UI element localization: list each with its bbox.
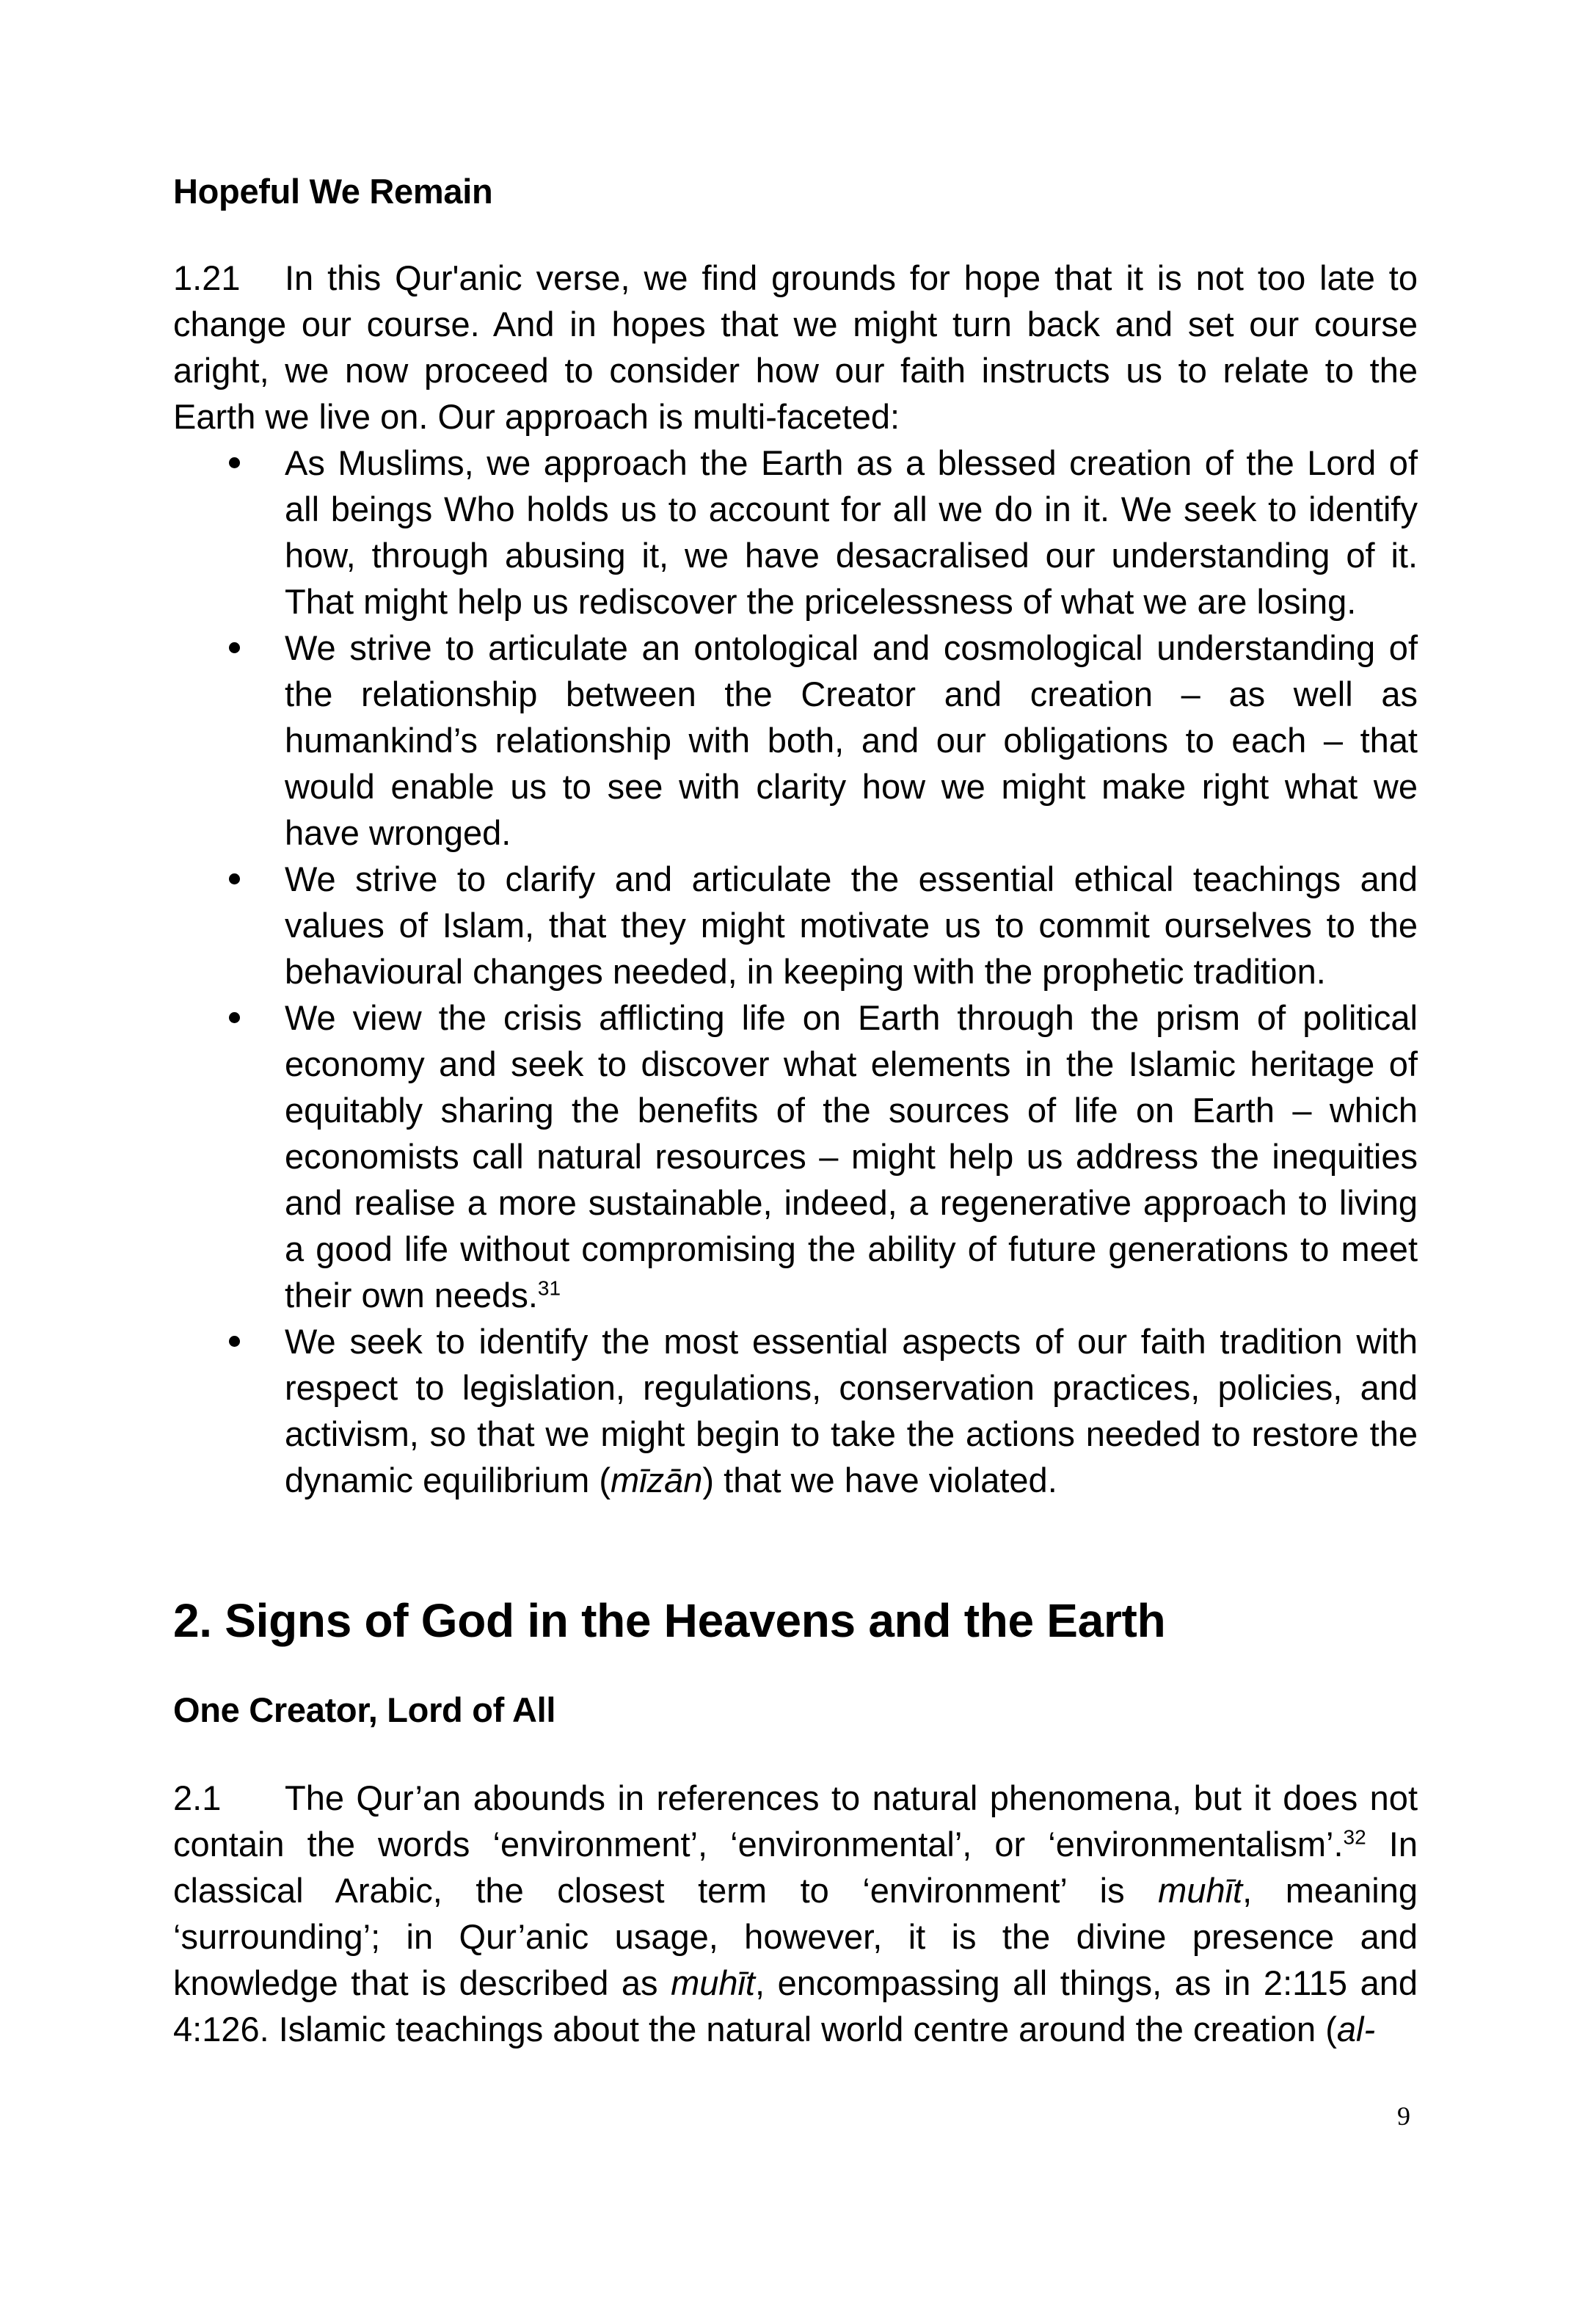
section-heading: Hopeful We Remain [173,172,493,211]
section-heading: One Creator, Lord of All [173,1690,556,1729]
paragraph-number: 1.21 [173,258,241,298]
chapter-title: 2. Signs of God in the Heavens and the Earth [173,1594,1166,1648]
list-item: We seek to identify the most essential aspects of our faith tradition with respect to legislation, regulations, conservation practices, policies, and activism, so that we might begin to take the actions needed to restore the dynamic equilibrium (mīzān) that we have violated. [173,1318,1418,1503]
page-content [173,169,1418,2052]
list-item: We view the crisis afflicting life on Earth through the prism of political economy and seek to discover what elements in the Islamic heritage of equitably sharing the benefits of the sources of life on Earth – which economists call natural resources – might help us address the inequities and realise a more sustainable, indeed, a regenerative approach to living a good life without compromising the ability of future generations to meet their own needs.$^{31}$ [173,995,1418,1318]
list-item: As Muslims, we approach the Earth as a blessed creation of the Lord of all beings Who holds us to account for all we do in it. We seek to identify how, through abusing it, we have desacralised our understanding of it. That might help us rediscover the pricelessness of what we are losing. [173,440,1418,625]
bullet-icon [229,1012,240,1023]
approach-list [173,440,1418,1503]
paragraph-number: 2.1 [173,1778,222,1817]
paragraph-2-1: 2.1 The Qur’an abounds in references to natural phenomena, but it does not contain the words ‘environment’, ‘environmental’, or ‘environmentalism’.$^{32}$ In classical Arabic, the closest term to ‘environment’ is muhīt, meaning ‘surrounding’; in Qur’anic usage, however, it is the divine presence and knowledge that is described as muhīt, encompassing all things, as in 2:115 and 4:126. Islamic teachings about the natural world centre around the creation (al- [173,1775,1418,2052]
footnote-marker[interactable]: 31 [537,1276,561,1300]
bullet-icon [229,873,240,884]
footnote-marker[interactable]: 32 [1343,1825,1366,1849]
list-item: We strive to articulate an ontological and cosmological understanding of the relationship between the Creator and creation – as well as humankind’s relationship with both, and our obligations to each – that would enable us to see with clarity how we might make right what we have wronged. [173,625,1418,856]
page-number: 9 [1397,2101,1410,2131]
list-item: We strive to clarify and articulate the essential ethical teachings and values of Islam, that they might motivate us to commit ourselves to the behavioural changes needed, in keeping with the prophetic tradition. [173,856,1418,995]
paragraph-1-21 [173,255,1418,440]
paragraph-text: In this Qur'anic verse, we find grounds for hope that it is not too late to change our course. And in hopes that we might turn back and set our course aright, we now proceed to consider how our faith instructs us to relate to the Earth we live on. Our approach is multi-faceted: [173,258,1418,437]
bullet-icon [229,642,240,653]
bullet-icon [229,1336,240,1347]
bullet-icon [229,457,240,468]
